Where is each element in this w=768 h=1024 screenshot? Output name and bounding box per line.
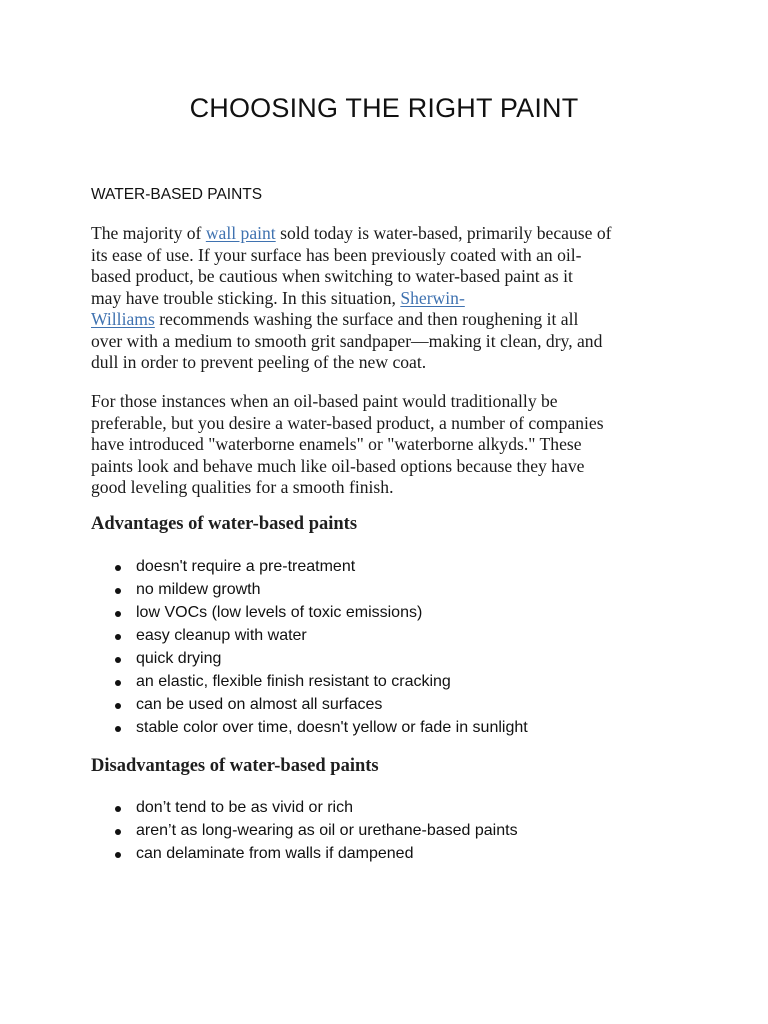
list-item xyxy=(113,693,528,716)
list-item xyxy=(113,842,518,865)
disadvantages-list xyxy=(113,796,518,865)
paragraph-line xyxy=(91,309,691,331)
bullet-icon xyxy=(115,588,121,594)
list-item xyxy=(113,716,528,739)
bullet-icon xyxy=(115,611,121,617)
bullet-icon xyxy=(115,703,121,709)
bullet-icon xyxy=(115,829,121,835)
advantages-list xyxy=(113,555,528,739)
list-item xyxy=(113,796,518,819)
paragraph-line xyxy=(91,288,691,310)
sherwin-williams-link-continued[interactable]: Williams xyxy=(91,309,155,329)
list-item xyxy=(113,601,528,624)
bullet-icon xyxy=(115,657,121,663)
page-title: CHOOSING THE RIGHT PAINT xyxy=(189,93,579,123)
list-item-text: quick drying xyxy=(136,650,222,667)
bullet-icon xyxy=(115,634,121,640)
list-item xyxy=(113,555,528,578)
list-item xyxy=(113,670,528,693)
paragraph-line: based product, be cautious when switching to water-based paint as it xyxy=(91,266,573,286)
bullet-icon xyxy=(115,680,121,686)
text-run: sold today is water-based, primarily because of xyxy=(275,223,612,243)
paragraph-line: preferable, but you desire a water-based product, a number of companies xyxy=(91,412,604,433)
text-run: recommends washing the surface and then roughening it all xyxy=(154,309,579,329)
list-item-text: no mildew growth xyxy=(136,581,261,598)
list-item-text: doesn't require a pre-treatment xyxy=(136,558,356,575)
paragraph-line: have introduced "waterborne enamels" or "waterborne alkyds." These xyxy=(91,434,582,454)
section-heading: WATER-BASED PAINTS xyxy=(91,186,263,203)
list-item-text: aren’t as long-wearing as oil or urethane-based paints xyxy=(136,822,518,839)
paragraph-line: its ease of use. If your surface has been previously coated with an oil- xyxy=(91,244,582,265)
bullet-icon xyxy=(115,806,121,812)
list-item-text: an elastic, flexible finish resistant to cracking xyxy=(136,673,451,690)
advantages-heading: Advantages of water-based paints xyxy=(91,514,358,534)
list-item xyxy=(113,578,528,601)
list-item-text: low VOCs (low levels of toxic emissions) xyxy=(136,604,423,621)
paragraph-line xyxy=(91,223,691,245)
text-run: may have trouble sticking. In this situation, xyxy=(91,287,401,308)
bullet-icon xyxy=(115,852,121,858)
paragraph-waterborne xyxy=(91,391,691,499)
list-item-text: easy cleanup with water xyxy=(136,627,307,644)
list-item xyxy=(113,647,528,670)
bullet-icon xyxy=(115,726,121,732)
list-item-text: can be used on almost all surfaces xyxy=(136,696,383,713)
paragraph-intro xyxy=(91,223,691,374)
sherwin-williams-link[interactable]: Sherwin- xyxy=(400,287,465,308)
paragraph-line: dull in order to prevent peeling of the new coat. xyxy=(91,352,427,372)
paragraph-line: paints look and behave much like oil-based options because they have xyxy=(91,455,585,476)
list-item-text: can delaminate from walls if dampened xyxy=(136,845,414,862)
paragraph-line: good leveling qualities for a smooth finish. xyxy=(91,477,394,497)
list-item-text: don’t tend to be as vivid or rich xyxy=(136,799,354,816)
list-item-text: stable color over time, doesn't yellow or fade in sunlight xyxy=(136,719,528,736)
wall-paint-link[interactable]: wall paint xyxy=(205,223,276,243)
text-run: The majority of xyxy=(91,223,206,243)
paragraph-line: over with a medium to smooth grit sandpaper—making it clean, dry, and xyxy=(91,330,603,351)
paragraph-line: For those instances when an oil-based paint would traditionally be xyxy=(91,391,558,411)
disadvantages-heading: Disadvantages of water-based paints xyxy=(91,756,379,776)
bullet-icon xyxy=(115,565,121,571)
list-item xyxy=(113,819,518,842)
list-item xyxy=(113,624,528,647)
